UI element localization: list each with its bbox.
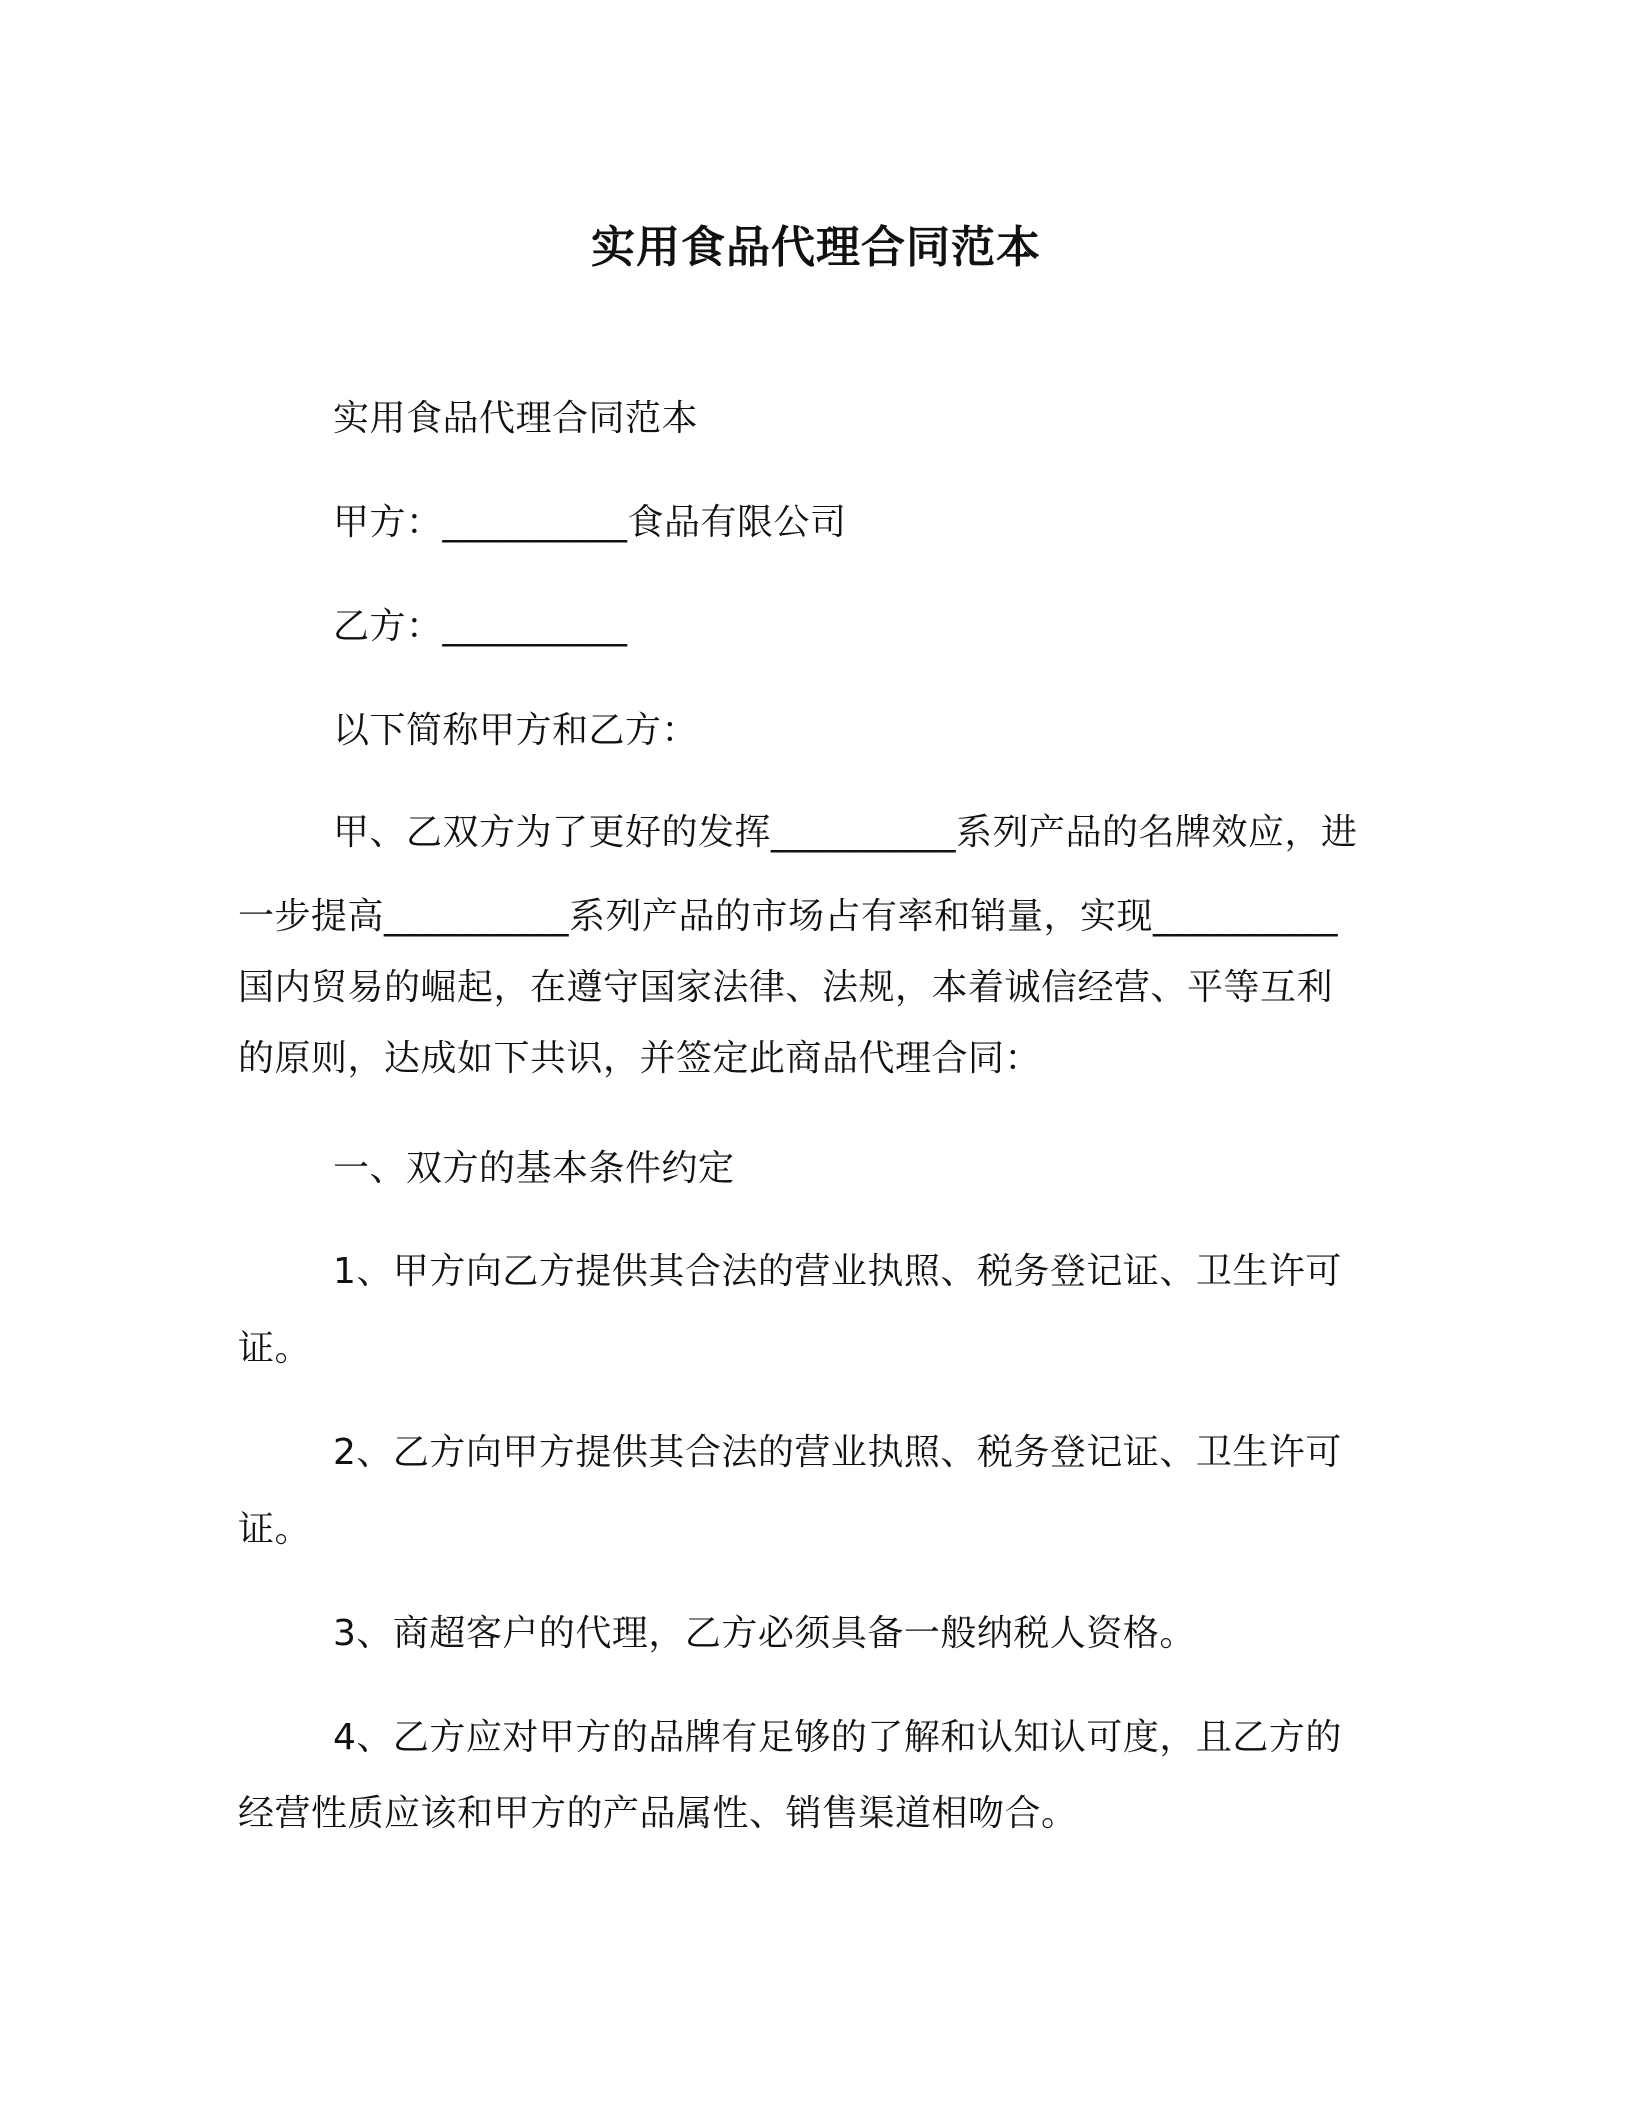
clause-1-line-2: 证。 — [238, 1328, 312, 1369]
party-b-line: 乙方：__________ — [333, 606, 628, 647]
preamble-line-3: 国内贸易的崛起，在遵守国家法律、法规，本着诚信经营、平等互利 — [238, 967, 1334, 1008]
section-1-heading: 一、双方的基本条件约定 — [333, 1148, 735, 1189]
contract-subtitle: 实用食品代理合同范本 — [333, 398, 699, 439]
abbreviation-line: 以下简称甲方和乙方： — [333, 710, 699, 751]
clause-2-line-1: 2、乙方向甲方提供其合法的营业执照、税务登记证、卫生许可 — [333, 1432, 1342, 1473]
document-title: 实用食品代理合同范本 — [591, 222, 1041, 273]
clause-1-line-1: 1、甲方向乙方提供其合法的营业执照、税务登记证、卫生许可 — [333, 1251, 1342, 1292]
preamble-line-2: 一步提高__________系列产品的市场占有率和销量，实现__________ — [238, 896, 1339, 937]
clause-2-line-2: 证。 — [238, 1509, 312, 1550]
clause-3-line-1: 3、商超客户的代理，乙方必须具备一般纳税人资格。 — [333, 1613, 1196, 1654]
clause-4-line-2: 经营性质应该和甲方的产品属性、销售渠道相吻合。 — [238, 1793, 1078, 1834]
preamble-line-1: 甲、乙双方为了更好的发挥__________系列产品的名牌效应，进 — [333, 812, 1358, 853]
preamble-line-4: 的原则，达成如下共识，并签定此商品代理合同： — [238, 1038, 1042, 1079]
party-a-line: 甲方：__________食品有限公司 — [333, 502, 847, 543]
clause-4-line-1: 4、乙方应对甲方的品牌有足够的了解和认知认可度，且乙方的 — [333, 1717, 1342, 1758]
